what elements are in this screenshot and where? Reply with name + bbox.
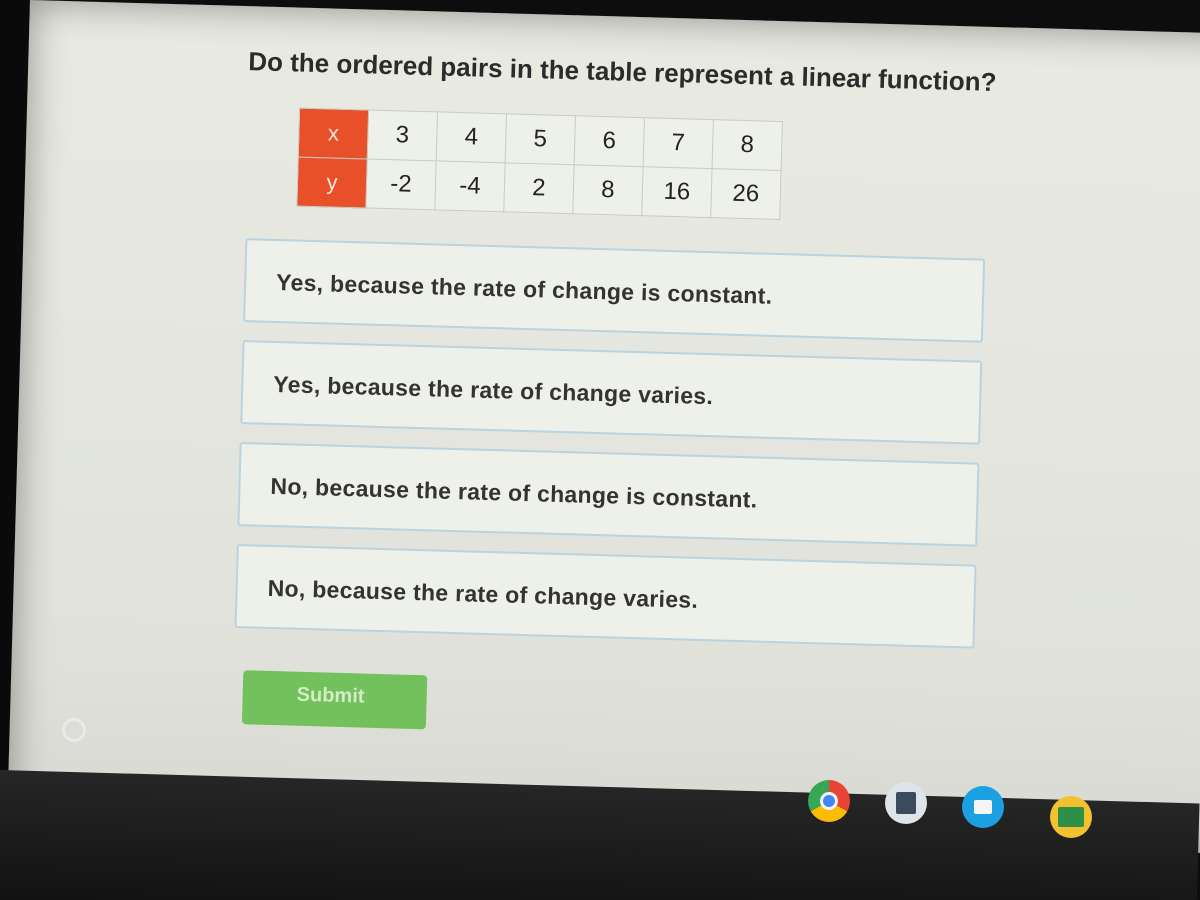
x-value: 4 xyxy=(436,112,506,163)
y-value: -2 xyxy=(366,159,436,210)
x-value: 3 xyxy=(367,110,437,161)
classroom-icon[interactable] xyxy=(1050,796,1092,838)
y-value: -4 xyxy=(435,161,505,212)
x-value: 6 xyxy=(574,116,644,167)
video-call-icon[interactable] xyxy=(962,786,1004,828)
y-value: 2 xyxy=(504,163,574,214)
y-value: 26 xyxy=(711,169,781,220)
answer-choices xyxy=(234,238,985,667)
calculator-icon[interactable] xyxy=(885,782,927,824)
exercise-screen xyxy=(7,0,1200,854)
choice-yes-constant[interactable]: Yes, because the rate of change is constant. xyxy=(243,238,985,343)
x-header: x xyxy=(298,108,368,159)
question-text: Do the ordered pairs in the table represent a linear function? xyxy=(247,46,997,98)
x-value: 8 xyxy=(712,120,782,171)
ordered-pairs-table xyxy=(296,108,783,220)
choice-yes-varies[interactable]: Yes, because the rate of change varies. xyxy=(240,340,982,445)
chrome-icon[interactable] xyxy=(808,780,850,822)
y-header: y xyxy=(297,157,367,208)
x-value: 5 xyxy=(505,114,575,165)
y-value: 8 xyxy=(573,165,643,216)
choice-no-varies[interactable]: No, because the rate of change varies. xyxy=(235,544,977,649)
submit-button[interactable]: Submit xyxy=(242,670,427,729)
choice-no-constant[interactable]: No, because the rate of change is constant. xyxy=(237,442,979,547)
launcher-icon[interactable] xyxy=(62,718,86,742)
y-value: 16 xyxy=(642,167,712,218)
x-value: 7 xyxy=(643,118,713,169)
